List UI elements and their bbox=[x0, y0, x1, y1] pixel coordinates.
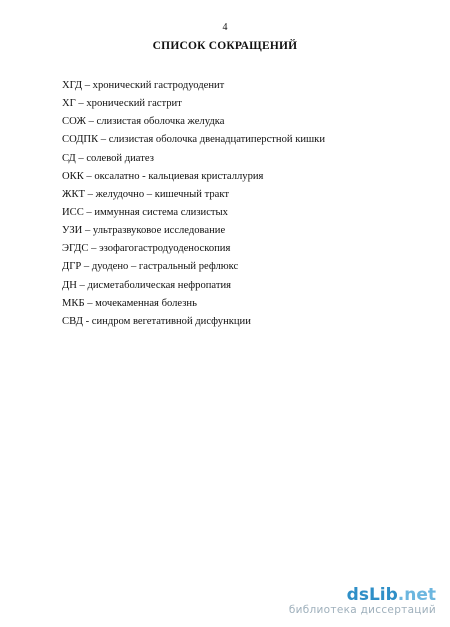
abbreviation-item: ЭГДС – эзофагогастродуоденоскопия bbox=[62, 243, 231, 255]
abbreviation-item: ДН – дисметаболическая нефропатия bbox=[62, 279, 232, 291]
watermark-logo-tld: .net bbox=[397, 585, 436, 605]
abbreviation-item: ОКК – оксалатно - кальциевая кристаллурия bbox=[62, 170, 264, 182]
abbreviation-item: ХГД – хронический гастродуоденит bbox=[62, 80, 225, 91]
abbreviation-item: ДГР – дуодено – гастральный рефлюкс bbox=[62, 261, 239, 273]
page-title: СПИСОК СОКРАЩЕНИЙ bbox=[152, 40, 298, 52]
abbreviation-item: ЖКТ – желудочно – кишечный тракт bbox=[62, 188, 229, 200]
abbreviation-item: ИСС – иммунная система слизистых bbox=[62, 206, 228, 218]
page-number: 4 bbox=[222, 22, 228, 33]
watermark-logo-main: dsLib bbox=[346, 585, 398, 605]
abbreviation-item: ХГ – хронический гастрит bbox=[62, 98, 182, 110]
abbreviation-item: СОДПК – слизистая оболочка двенадцатиперстной кишки bbox=[62, 134, 326, 146]
abbreviation-item: СОЖ – слизистая оболочка желудка bbox=[62, 116, 225, 128]
abbreviation-item: МКБ – мочекаменная болезнь bbox=[62, 297, 197, 309]
abbreviation-item: СВД - синдром вегетативной дисфункции bbox=[62, 315, 251, 327]
watermark-subtitle: библиотека диссертаций bbox=[288, 604, 436, 616]
abbreviation-list bbox=[62, 77, 422, 331]
watermark-logo bbox=[289, 586, 436, 604]
abbreviation-item: СД – солевой диатез bbox=[62, 152, 154, 164]
abbreviation-item: УЗИ – ультразвуковое исследование bbox=[62, 225, 226, 237]
watermark bbox=[289, 586, 436, 617]
